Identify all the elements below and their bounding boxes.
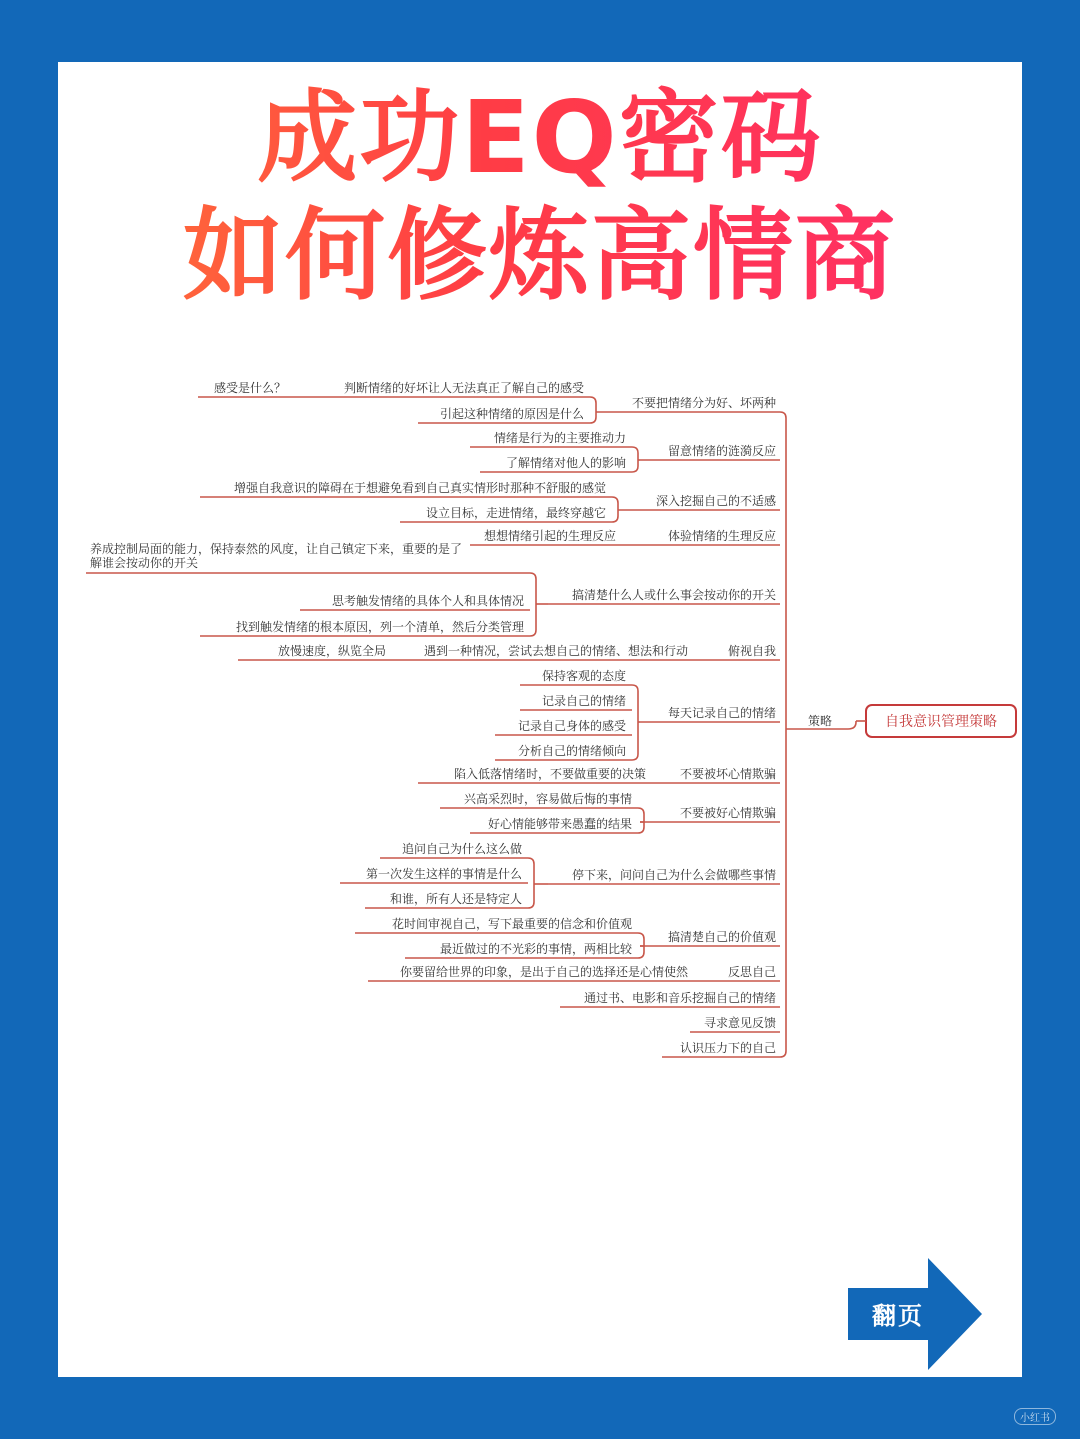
- mindmap-child-label: 记录自己身体的感受: [517, 719, 626, 733]
- watermark: 小红书: [1014, 1408, 1056, 1425]
- mindmap-grandchild-label: 感受是什么？: [213, 381, 286, 395]
- mindmap-child-label: 了解情绪对他人的影响: [505, 456, 626, 470]
- mindmap-branch-label: 反思自己: [727, 965, 776, 979]
- mindmap-branch-label: 通过书、电影和音乐挖掘自己的情绪: [583, 991, 776, 1005]
- mindmap-child-label: 引起这种情绪的原因是什么: [439, 407, 584, 421]
- mindmap-child-label: 第一次发生这样的事情是什么: [365, 867, 522, 881]
- mindmap-child-label: 想想情绪引起的生理反应: [483, 529, 616, 543]
- next-page-button[interactable]: [848, 1258, 982, 1370]
- mindmap-branch-label: 停下来，问问自己为什么会做哪些事情: [571, 868, 776, 882]
- mindmap-branch-label: 寻求意见反馈: [703, 1016, 776, 1030]
- mindmap-child-label: 思考触发情绪的具体个人和具体情况: [331, 594, 524, 608]
- mindmap-child-label: 和谁，所有人还是特定人: [389, 892, 522, 906]
- mindmap-branch-label: 每天记录自己的情绪: [667, 706, 776, 720]
- title-line-2: 如何修炼高情商: [0, 196, 1080, 316]
- mindmap-branch-label: 深入挖掘自己的不适感: [655, 494, 776, 508]
- mindmap-child-label: 花时间审视自己，写下最重要的信念和价值观: [391, 917, 632, 931]
- mindmap-child-label: 增强自我意识的障碍在于想避免看到自己真实情形时那种不舒服的感觉: [233, 481, 606, 495]
- mindmap-child-label: 分析自己的情绪倾向: [517, 744, 626, 758]
- mindmap-grandchild-label: 放慢速度，纵览全局: [277, 644, 386, 658]
- mindmap-branch-label: 不要被好心情欺骗: [679, 806, 776, 820]
- mindmap-child-label: 判断情绪的好坏让人无法真正了解自己的感受: [343, 381, 584, 395]
- mindmap-child-label: 陷入低落情绪时，不要做重要的决策: [453, 767, 646, 781]
- mindmap-child-label: 你要留给世界的印象，是出于自己的选择还是心情使然: [399, 965, 688, 979]
- mindmap-branch-label: 认识压力下的自己: [679, 1041, 776, 1055]
- mindmap-child-label: 遇到一种情况，尝试去想自己的情绪、想法和行动: [423, 644, 688, 658]
- mindmap-child-label: 兴高采烈时，容易做后悔的事情: [463, 792, 632, 806]
- mindmap-root-node: [866, 705, 1016, 737]
- mindmap-branch-label: 不要把情绪分为好、坏两种: [631, 396, 776, 410]
- mindmap-child-label: 情绪是行为的主要推动力: [493, 431, 626, 445]
- next-page-label: 翻页: [872, 1302, 924, 1330]
- mindmap-child-label: 保持客观的态度: [541, 669, 626, 683]
- mindmap-branch-label: 俯视自我: [727, 644, 776, 658]
- mindmap-root-label: 自我意识管理策略: [885, 714, 997, 730]
- mindmap-branch-label: 不要被坏心情欺骗: [679, 767, 776, 781]
- mindmap-branch-label: 留意情绪的涟漪反应: [667, 444, 776, 458]
- mindmap-child-label: 找到触发情绪的根本原因，列一个清单，然后分类管理: [235, 620, 524, 634]
- mindmap-hub-label: 策略: [808, 714, 833, 728]
- mindmap-child-label: 养成控制局面的能力，保持泰然的风度，让自己镇定下来，重要的是了解谁会按动你的开关: [90, 542, 463, 570]
- mindmap-branch-label: 体验情绪的生理反应: [667, 529, 776, 543]
- mindmap-child-label: 记录自己的情绪: [541, 694, 626, 708]
- mindmap-child-label: 最近做过的不光彩的事情，两相比较: [439, 942, 632, 956]
- mindmap-branch-label: 搞清楚自己的价值观: [667, 930, 776, 944]
- mindmap-branch-label: 搞清楚什么人或什么事会按动你的开关: [571, 588, 776, 602]
- title-line-1: 成功EQ密码: [0, 78, 1080, 198]
- mindmap-child-label: 好心情能够带来愚蠢的结果: [487, 817, 632, 831]
- mindmap-child-label: 追问自己为什么这么做: [401, 842, 522, 856]
- mindmap-child-label: 设立目标，走进情绪，最终穿越它: [425, 506, 606, 520]
